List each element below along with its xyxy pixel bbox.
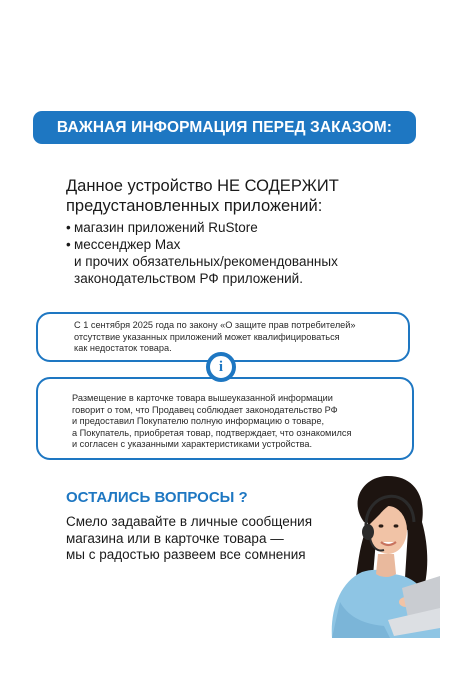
notice-line: С 1 сентября 2025 года по закону «О защите прав потребителей» [74, 320, 356, 330]
intro-line: Данное устройство НЕ СОДЕРЖИТ [66, 177, 339, 195]
intro-line: предустановленных приложений: [66, 197, 323, 215]
disclaimer-line: Размещение в карточке товара вышеуказанной информации [72, 393, 333, 403]
questions-title: ОСТАЛИСЬ ВОПРОСЫ ? [66, 489, 248, 506]
questions-text [66, 514, 312, 564]
questions-line: магазина или в карточке товара — [66, 530, 284, 546]
bullet-icon: • [66, 237, 71, 252]
header-banner [33, 111, 416, 144]
questions-line: мы с радостью развеем все сомнения [66, 547, 306, 562]
list-continuation: и прочих обязательных/рекомендованных [74, 254, 338, 269]
disclaimer-line: и согласен с указанными характеристиками устройства. [72, 439, 313, 449]
disclaimer-line: и предоставил Покупателю полную информацию о товаре, [72, 416, 325, 426]
missing-apps-list [66, 219, 406, 287]
disclaimer-line: говорит о том, что Продавец соблюдает законодательство РФ [72, 404, 338, 415]
info-icon-glyph: i [218, 358, 224, 375]
disclaimer-line: а Покупатель, приобретая товар, подтверждает, что ознакомился [72, 427, 352, 438]
intro-text [66, 176, 406, 216]
list-continuation: законодательством РФ приложений. [74, 271, 303, 286]
list-item [66, 236, 406, 253]
list-item [66, 219, 406, 236]
support-operator-image [318, 470, 440, 638]
list-item-label: магазин приложений RuStore [74, 220, 258, 235]
banner-title: ВАЖНАЯ ИНФОРМАЦИЯ ПЕРЕД ЗАКАЗОМ: [56, 118, 393, 136]
notice-line: как недостаток товара. [74, 343, 172, 353]
list-item-label: мессенджер Max [74, 237, 181, 252]
notice-line: отсутствие указанных приложений может квалифицироваться [74, 331, 340, 342]
info-icon [206, 352, 236, 382]
questions-line: Смело задавайте в личные сообщения [66, 514, 313, 529]
disclaimer-box [36, 377, 414, 460]
bullet-icon: • [66, 220, 71, 235]
